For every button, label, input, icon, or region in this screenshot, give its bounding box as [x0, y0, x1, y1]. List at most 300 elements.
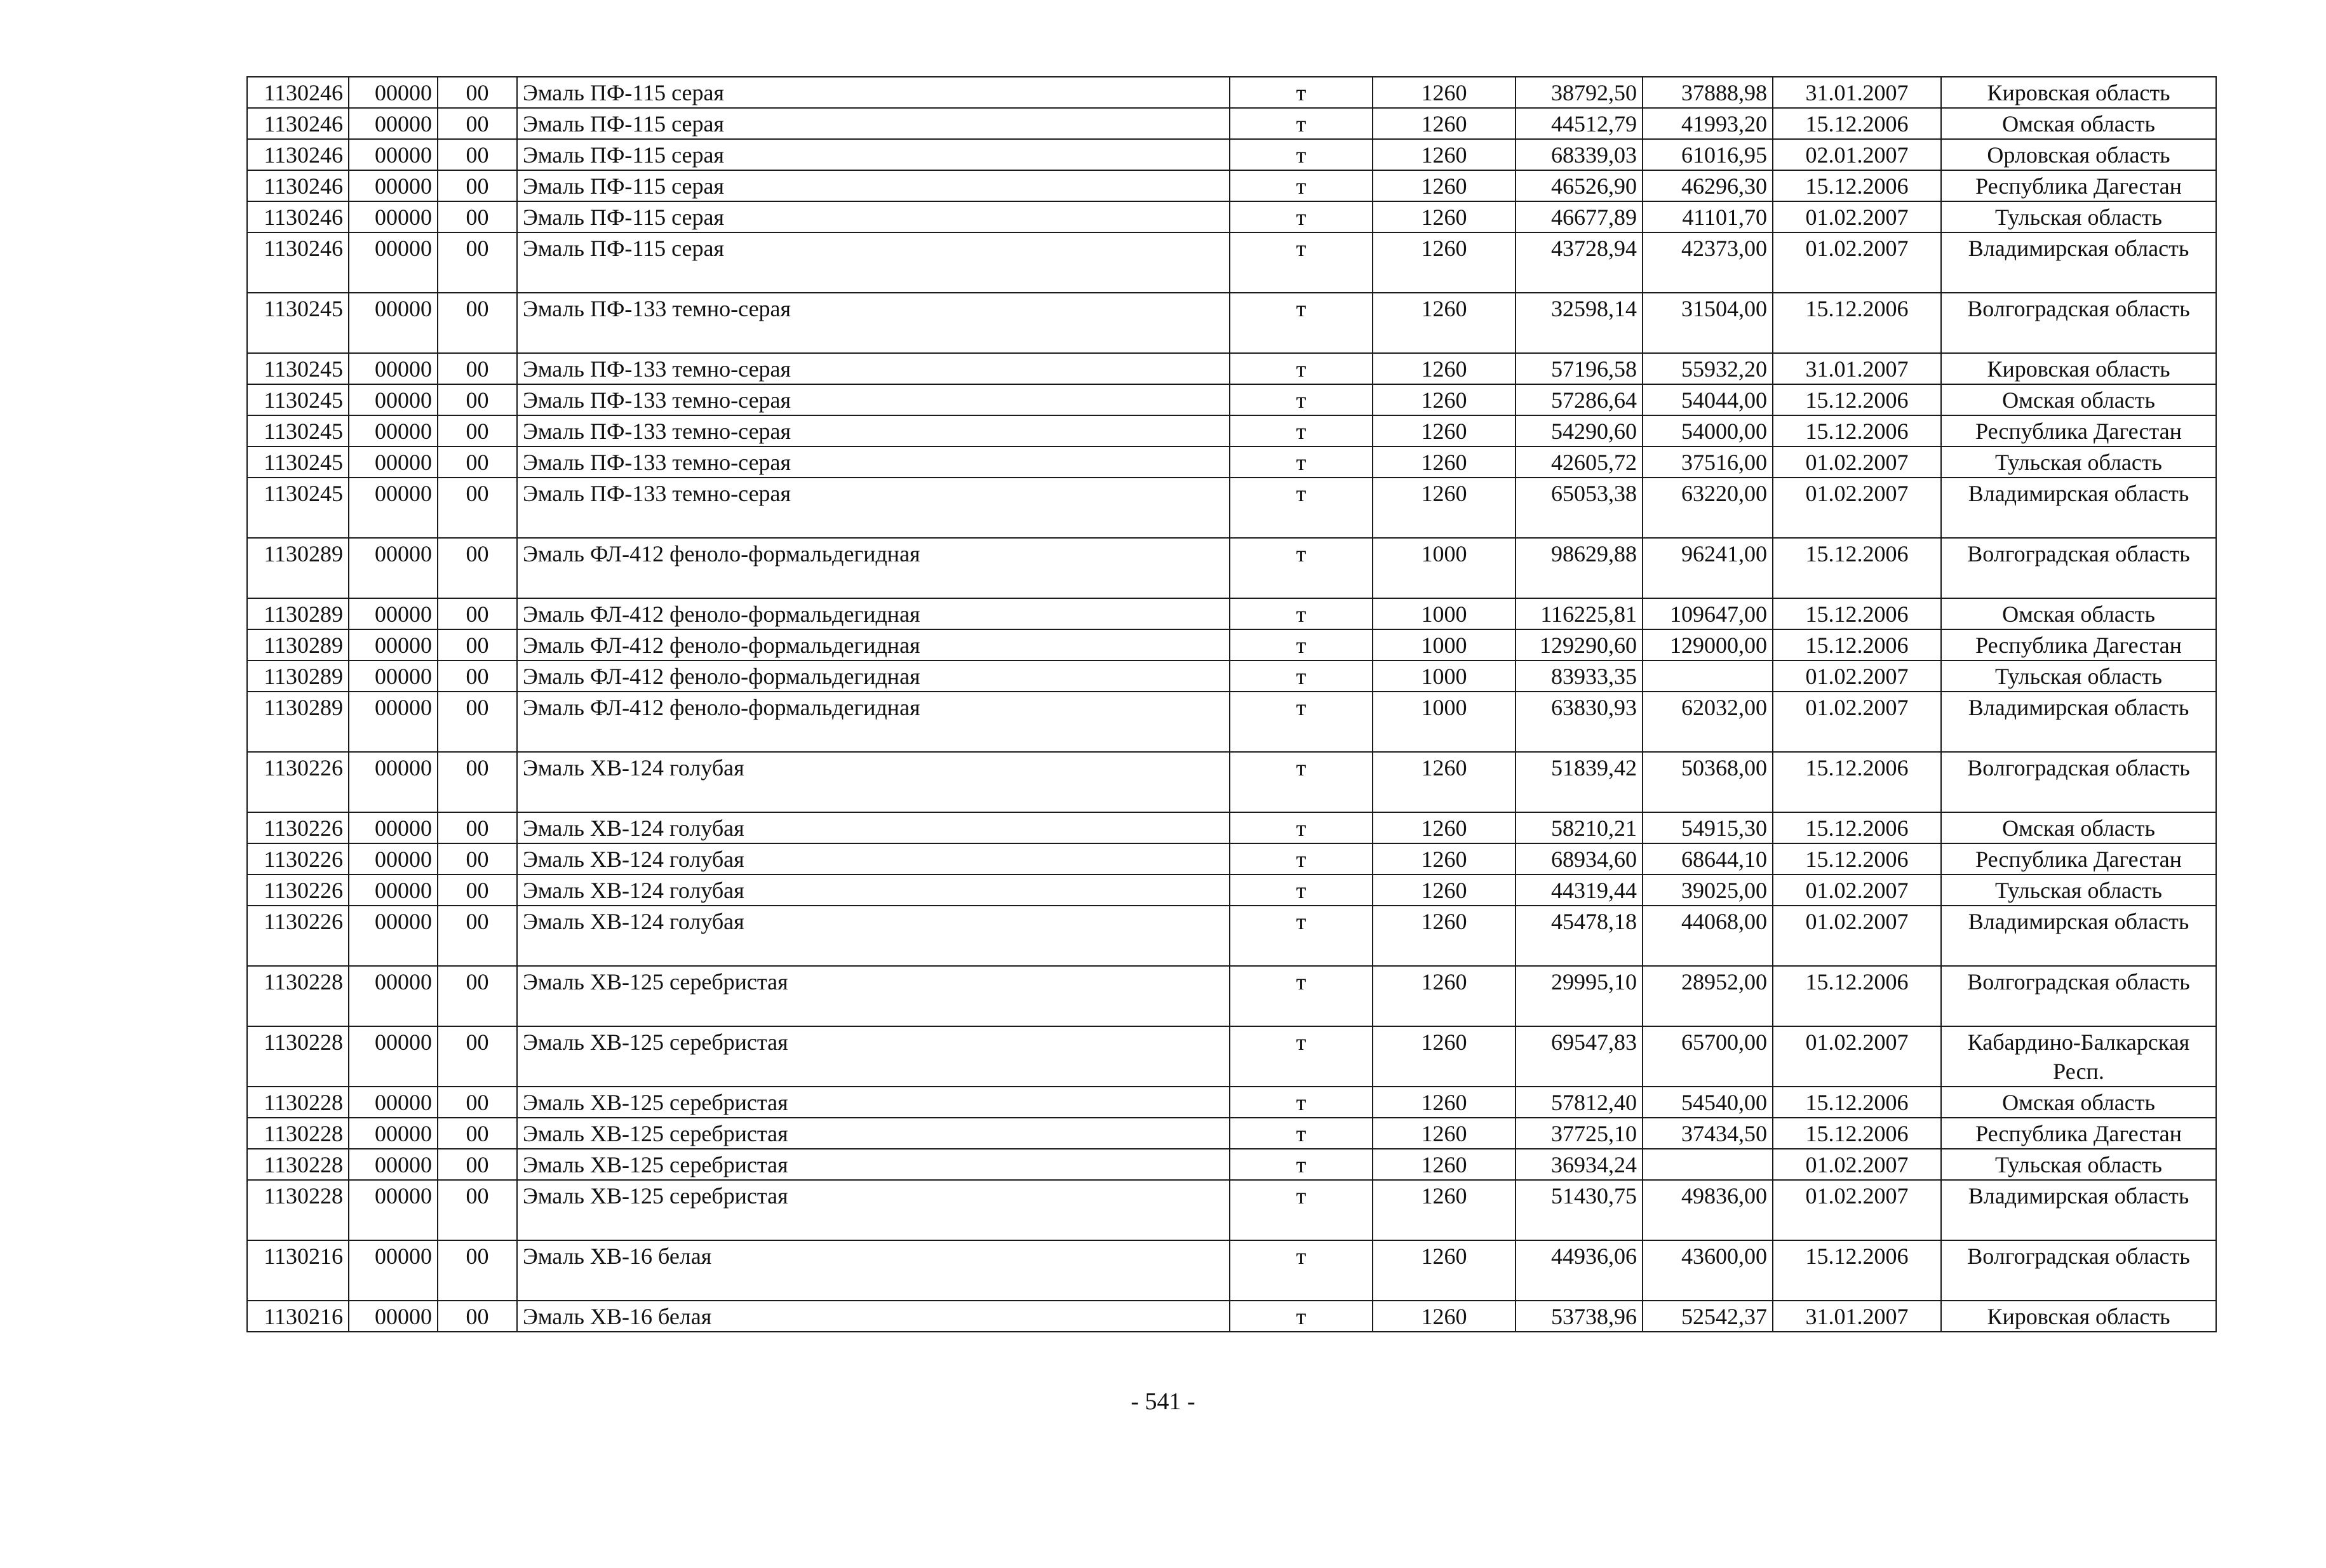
subcode-cell: 00000 [349, 478, 438, 538]
norm-cell: 1260 [1373, 384, 1516, 415]
table-row [247, 1149, 2216, 1180]
material-code-cell: 1130216 [247, 1301, 349, 1332]
price-with-vat-cell: 83933,35 [1516, 660, 1643, 692]
suffix-cell: 00 [438, 415, 517, 446]
region-cell: Владимирская область [1941, 692, 2216, 752]
norm-cell: 1260 [1373, 170, 1516, 201]
norm-cell: 1260 [1373, 1149, 1516, 1180]
table-row [247, 906, 2216, 966]
unit-cell: т [1230, 201, 1373, 232]
material-name-cell: Эмаль ПФ-115 серая [517, 232, 1230, 293]
norm-cell: 1260 [1373, 415, 1516, 446]
region-cell: Волгоградская область [1941, 293, 2216, 353]
material-name-cell: Эмаль ХВ-124 голубая [517, 906, 1230, 966]
price-with-vat-cell: 44319,44 [1516, 874, 1643, 906]
unit-cell: т [1230, 478, 1373, 538]
suffix-cell: 00 [438, 1149, 517, 1180]
region-cell: Орловская область [1941, 139, 2216, 170]
region-cell: Владимирская область [1941, 478, 2216, 538]
date-cell: 15.12.2006 [1773, 752, 1941, 812]
table-row [247, 446, 2216, 478]
material-code-cell: 1130289 [247, 598, 349, 629]
price-cell: 63220,00 [1643, 478, 1773, 538]
material-name-cell: Эмаль ПФ-133 темно-серая [517, 446, 1230, 478]
price-with-vat-cell: 57196,58 [1516, 353, 1643, 384]
price-cell: 43600,00 [1643, 1240, 1773, 1301]
unit-cell: т [1230, 77, 1373, 108]
table-row [247, 293, 2216, 353]
price-with-vat-cell: 51839,42 [1516, 752, 1643, 812]
suffix-cell: 00 [438, 353, 517, 384]
date-cell: 15.12.2006 [1773, 1240, 1941, 1301]
suffix-cell: 00 [438, 232, 517, 293]
subcode-cell: 00000 [349, 1180, 438, 1240]
region-cell: Тульская область [1941, 874, 2216, 906]
price-cell: 37888,98 [1643, 77, 1773, 108]
table-row [247, 1180, 2216, 1240]
suffix-cell: 00 [438, 906, 517, 966]
suffix-cell: 00 [438, 966, 517, 1026]
price-with-vat-cell: 38792,50 [1516, 77, 1643, 108]
date-cell: 01.02.2007 [1773, 201, 1941, 232]
price-with-vat-cell: 44936,06 [1516, 1240, 1643, 1301]
table-row [247, 966, 2216, 1026]
date-cell: 01.02.2007 [1773, 874, 1941, 906]
price-cell: 54044,00 [1643, 384, 1773, 415]
subcode-cell: 00000 [349, 1118, 438, 1149]
date-cell: 15.12.2006 [1773, 966, 1941, 1026]
price-cell: 65700,00 [1643, 1026, 1773, 1087]
date-cell: 15.12.2006 [1773, 1118, 1941, 1149]
subcode-cell: 00000 [349, 201, 438, 232]
region-cell: Тульская область [1941, 446, 2216, 478]
material-code-cell: 1130216 [247, 1240, 349, 1301]
material-code-cell: 1130246 [247, 77, 349, 108]
suffix-cell: 00 [438, 384, 517, 415]
subcode-cell: 00000 [349, 1301, 438, 1332]
date-cell: 01.02.2007 [1773, 906, 1941, 966]
norm-cell: 1260 [1373, 874, 1516, 906]
table-row [247, 108, 2216, 139]
material-name-cell: Эмаль ПФ-115 серая [517, 108, 1230, 139]
price-cell: 39025,00 [1643, 874, 1773, 906]
material-code-cell: 1130226 [247, 752, 349, 812]
material-name-cell: Эмаль ФЛ-412 феноло-формальдегидная [517, 629, 1230, 660]
region-cell: Омская область [1941, 598, 2216, 629]
price-cell: 96241,00 [1643, 538, 1773, 598]
region-cell: Омская область [1941, 1087, 2216, 1118]
suffix-cell: 00 [438, 170, 517, 201]
price-cell [1643, 1149, 1773, 1180]
material-code-cell: 1130228 [247, 966, 349, 1026]
page-number: - 541 - [1131, 1388, 1195, 1415]
suffix-cell: 00 [438, 1026, 517, 1087]
price-table-container [246, 76, 2215, 1332]
material-name-cell: Эмаль ПФ-115 серая [517, 201, 1230, 232]
price-with-vat-cell: 36934,24 [1516, 1149, 1643, 1180]
table-row [247, 170, 2216, 201]
table-row [247, 598, 2216, 629]
table-row [247, 629, 2216, 660]
suffix-cell: 00 [438, 1118, 517, 1149]
norm-cell: 1260 [1373, 1180, 1516, 1240]
table-row [247, 1301, 2216, 1332]
price-cell: 61016,95 [1643, 139, 1773, 170]
table-row [247, 843, 2216, 874]
material-code-cell: 1130245 [247, 293, 349, 353]
price-cell [1643, 660, 1773, 692]
material-name-cell: Эмаль ПФ-133 темно-серая [517, 293, 1230, 353]
price-with-vat-cell: 57812,40 [1516, 1087, 1643, 1118]
date-cell: 31.01.2007 [1773, 353, 1941, 384]
price-cell: 28952,00 [1643, 966, 1773, 1026]
suffix-cell: 00 [438, 752, 517, 812]
table-row [247, 660, 2216, 692]
material-name-cell: Эмаль ПФ-133 темно-серая [517, 415, 1230, 446]
unit-cell: т [1230, 446, 1373, 478]
norm-cell: 1260 [1373, 478, 1516, 538]
suffix-cell: 00 [438, 1301, 517, 1332]
material-name-cell: Эмаль ПФ-133 темно-серая [517, 478, 1230, 538]
date-cell: 01.02.2007 [1773, 660, 1941, 692]
price-with-vat-cell: 54290,60 [1516, 415, 1643, 446]
norm-cell: 1260 [1373, 108, 1516, 139]
unit-cell: т [1230, 812, 1373, 843]
subcode-cell: 00000 [349, 353, 438, 384]
price-cell: 41101,70 [1643, 201, 1773, 232]
date-cell: 01.02.2007 [1773, 1180, 1941, 1240]
material-name-cell: Эмаль ПФ-115 серая [517, 139, 1230, 170]
subcode-cell: 00000 [349, 629, 438, 660]
table-row [247, 139, 2216, 170]
subcode-cell: 00000 [349, 812, 438, 843]
norm-cell: 1260 [1373, 232, 1516, 293]
norm-cell: 1000 [1373, 692, 1516, 752]
subcode-cell: 00000 [349, 1240, 438, 1301]
date-cell: 31.01.2007 [1773, 1301, 1941, 1332]
material-code-cell: 1130226 [247, 906, 349, 966]
material-name-cell: Эмаль ХВ-124 голубая [517, 752, 1230, 812]
price-with-vat-cell: 43728,94 [1516, 232, 1643, 293]
material-code-cell: 1130228 [247, 1118, 349, 1149]
price-cell: 54000,00 [1643, 415, 1773, 446]
suffix-cell: 00 [438, 108, 517, 139]
norm-cell: 1260 [1373, 812, 1516, 843]
date-cell: 02.01.2007 [1773, 139, 1941, 170]
material-code-cell: 1130226 [247, 812, 349, 843]
norm-cell: 1260 [1373, 752, 1516, 812]
price-table [246, 76, 2217, 1332]
material-code-cell: 1130245 [247, 415, 349, 446]
region-cell: Омская область [1941, 108, 2216, 139]
subcode-cell: 00000 [349, 446, 438, 478]
date-cell: 15.12.2006 [1773, 415, 1941, 446]
price-with-vat-cell: 63830,93 [1516, 692, 1643, 752]
date-cell: 15.12.2006 [1773, 170, 1941, 201]
norm-cell: 1000 [1373, 660, 1516, 692]
region-cell: Кировская область [1941, 353, 2216, 384]
subcode-cell: 00000 [349, 415, 438, 446]
table-row [247, 692, 2216, 752]
norm-cell: 1260 [1373, 1087, 1516, 1118]
material-code-cell: 1130289 [247, 629, 349, 660]
table-row [247, 232, 2216, 293]
price-cell: 31504,00 [1643, 293, 1773, 353]
material-code-cell: 1130228 [247, 1087, 349, 1118]
subcode-cell: 00000 [349, 660, 438, 692]
region-cell: Омская область [1941, 812, 2216, 843]
table-row [247, 353, 2216, 384]
suffix-cell: 00 [438, 1240, 517, 1301]
price-with-vat-cell: 65053,38 [1516, 478, 1643, 538]
price-cell: 68644,10 [1643, 843, 1773, 874]
suffix-cell: 00 [438, 629, 517, 660]
unit-cell: т [1230, 966, 1373, 1026]
date-cell: 01.02.2007 [1773, 232, 1941, 293]
material-code-cell: 1130245 [247, 384, 349, 415]
subcode-cell: 00000 [349, 843, 438, 874]
region-cell: Кировская область [1941, 1301, 2216, 1332]
unit-cell: т [1230, 384, 1373, 415]
region-cell: Республика Дагестан [1941, 170, 2216, 201]
subcode-cell: 00000 [349, 874, 438, 906]
material-code-cell: 1130226 [247, 874, 349, 906]
norm-cell: 1260 [1373, 906, 1516, 966]
price-cell: 55932,20 [1643, 353, 1773, 384]
norm-cell: 1000 [1373, 598, 1516, 629]
price-cell: 44068,00 [1643, 906, 1773, 966]
region-cell: Республика Дагестан [1941, 629, 2216, 660]
norm-cell: 1000 [1373, 538, 1516, 598]
price-cell: 62032,00 [1643, 692, 1773, 752]
price-cell: 41993,20 [1643, 108, 1773, 139]
date-cell: 01.02.2007 [1773, 692, 1941, 752]
norm-cell: 1260 [1373, 201, 1516, 232]
subcode-cell: 00000 [349, 598, 438, 629]
norm-cell: 1260 [1373, 843, 1516, 874]
table-row [247, 77, 2216, 108]
material-code-cell: 1130226 [247, 843, 349, 874]
region-cell: Тульская область [1941, 201, 2216, 232]
date-cell: 15.12.2006 [1773, 1087, 1941, 1118]
material-name-cell: Эмаль ХВ-124 голубая [517, 874, 1230, 906]
norm-cell: 1260 [1373, 77, 1516, 108]
subcode-cell: 00000 [349, 170, 438, 201]
norm-cell: 1260 [1373, 293, 1516, 353]
table-row [247, 1087, 2216, 1118]
price-with-vat-cell: 57286,64 [1516, 384, 1643, 415]
table-row [247, 752, 2216, 812]
unit-cell: т [1230, 1301, 1373, 1332]
unit-cell: т [1230, 874, 1373, 906]
material-name-cell: Эмаль ХВ-16 белая [517, 1301, 1230, 1332]
unit-cell: т [1230, 1118, 1373, 1149]
suffix-cell: 00 [438, 201, 517, 232]
region-cell: Республика Дагестан [1941, 1118, 2216, 1149]
suffix-cell: 00 [438, 692, 517, 752]
unit-cell: т [1230, 843, 1373, 874]
unit-cell: т [1230, 293, 1373, 353]
region-cell: Омская область [1941, 384, 2216, 415]
table-row [247, 384, 2216, 415]
material-name-cell: Эмаль ФЛ-412 феноло-формальдегидная [517, 660, 1230, 692]
material-name-cell: Эмаль ХВ-124 голубая [517, 843, 1230, 874]
material-code-cell: 1130289 [247, 538, 349, 598]
date-cell: 31.01.2007 [1773, 77, 1941, 108]
material-name-cell: Эмаль ПФ-133 темно-серая [517, 353, 1230, 384]
unit-cell: т [1230, 752, 1373, 812]
subcode-cell: 00000 [349, 1087, 438, 1118]
material-name-cell: Эмаль ХВ-125 серебристая [517, 1026, 1230, 1087]
suffix-cell: 00 [438, 478, 517, 538]
price-with-vat-cell: 68934,60 [1516, 843, 1643, 874]
material-code-cell: 1130246 [247, 232, 349, 293]
subcode-cell: 00000 [349, 906, 438, 966]
table-row [247, 874, 2216, 906]
norm-cell: 1260 [1373, 1240, 1516, 1301]
unit-cell: т [1230, 1087, 1373, 1118]
suffix-cell: 00 [438, 293, 517, 353]
price-with-vat-cell: 42605,72 [1516, 446, 1643, 478]
price-with-vat-cell: 32598,14 [1516, 293, 1643, 353]
suffix-cell: 00 [438, 1180, 517, 1240]
suffix-cell: 00 [438, 874, 517, 906]
region-cell: Волгоградская область [1941, 752, 2216, 812]
region-cell: Республика Дагестан [1941, 843, 2216, 874]
suffix-cell: 00 [438, 843, 517, 874]
subcode-cell: 00000 [349, 692, 438, 752]
suffix-cell: 00 [438, 77, 517, 108]
subcode-cell: 00000 [349, 77, 438, 108]
material-name-cell: Эмаль ФЛ-412 феноло-формальдегидная [517, 598, 1230, 629]
date-cell: 01.02.2007 [1773, 1149, 1941, 1180]
price-cell: 54915,30 [1643, 812, 1773, 843]
date-cell: 01.02.2007 [1773, 478, 1941, 538]
material-code-cell: 1130228 [247, 1026, 349, 1087]
price-with-vat-cell: 29995,10 [1516, 966, 1643, 1026]
material-code-cell: 1130245 [247, 446, 349, 478]
material-code-cell: 1130289 [247, 692, 349, 752]
price-cell: 52542,37 [1643, 1301, 1773, 1332]
suffix-cell: 00 [438, 538, 517, 598]
region-cell: Владимирская область [1941, 232, 2216, 293]
material-code-cell: 1130228 [247, 1180, 349, 1240]
date-cell: 01.02.2007 [1773, 1026, 1941, 1087]
table-row [247, 812, 2216, 843]
date-cell: 15.12.2006 [1773, 538, 1941, 598]
material-code-cell: 1130245 [247, 478, 349, 538]
norm-cell: 1260 [1373, 353, 1516, 384]
date-cell: 01.02.2007 [1773, 446, 1941, 478]
subcode-cell: 00000 [349, 538, 438, 598]
region-cell: Тульская область [1941, 1149, 2216, 1180]
table-row [247, 538, 2216, 598]
table-row [247, 1026, 2216, 1087]
unit-cell: т [1230, 1240, 1373, 1301]
unit-cell: т [1230, 353, 1373, 384]
price-cell: 54540,00 [1643, 1087, 1773, 1118]
material-code-cell: 1130246 [247, 108, 349, 139]
unit-cell: т [1230, 1180, 1373, 1240]
price-cell: 46296,30 [1643, 170, 1773, 201]
price-with-vat-cell: 45478,18 [1516, 906, 1643, 966]
suffix-cell: 00 [438, 812, 517, 843]
suffix-cell: 00 [438, 660, 517, 692]
subcode-cell: 00000 [349, 108, 438, 139]
unit-cell: т [1230, 1026, 1373, 1087]
date-cell: 15.12.2006 [1773, 843, 1941, 874]
region-cell: Тульская область [1941, 660, 2216, 692]
material-code-cell: 1130246 [247, 139, 349, 170]
material-name-cell: Эмаль ХВ-124 голубая [517, 812, 1230, 843]
material-code-cell: 1130246 [247, 201, 349, 232]
date-cell: 15.12.2006 [1773, 629, 1941, 660]
norm-cell: 1260 [1373, 139, 1516, 170]
price-with-vat-cell: 51430,75 [1516, 1180, 1643, 1240]
norm-cell: 1260 [1373, 966, 1516, 1026]
unit-cell: т [1230, 1149, 1373, 1180]
material-code-cell: 1130289 [247, 660, 349, 692]
date-cell: 15.12.2006 [1773, 293, 1941, 353]
unit-cell: т [1230, 108, 1373, 139]
material-name-cell: Эмаль ХВ-125 серебристая [517, 1087, 1230, 1118]
unit-cell: т [1230, 692, 1373, 752]
price-with-vat-cell: 37725,10 [1516, 1118, 1643, 1149]
price-cell: 42373,00 [1643, 232, 1773, 293]
subcode-cell: 00000 [349, 232, 438, 293]
material-name-cell: Эмаль ФЛ-412 феноло-формальдегидная [517, 692, 1230, 752]
material-name-cell: Эмаль ПФ-115 серая [517, 77, 1230, 108]
subcode-cell: 00000 [349, 966, 438, 1026]
price-with-vat-cell: 116225,81 [1516, 598, 1643, 629]
material-code-cell: 1130228 [247, 1149, 349, 1180]
region-cell: Волгоградская область [1941, 538, 2216, 598]
price-with-vat-cell: 44512,79 [1516, 108, 1643, 139]
norm-cell: 1000 [1373, 629, 1516, 660]
region-cell: Владимирская область [1941, 906, 2216, 966]
region-cell: Республика Дагестан [1941, 415, 2216, 446]
norm-cell: 1260 [1373, 446, 1516, 478]
material-name-cell: Эмаль ХВ-125 серебристая [517, 966, 1230, 1026]
suffix-cell: 00 [438, 139, 517, 170]
price-with-vat-cell: 69547,83 [1516, 1026, 1643, 1087]
unit-cell: т [1230, 170, 1373, 201]
subcode-cell: 00000 [349, 139, 438, 170]
unit-cell: т [1230, 906, 1373, 966]
price-with-vat-cell: 129290,60 [1516, 629, 1643, 660]
date-cell: 15.12.2006 [1773, 384, 1941, 415]
suffix-cell: 00 [438, 598, 517, 629]
suffix-cell: 00 [438, 446, 517, 478]
material-code-cell: 1130245 [247, 353, 349, 384]
unit-cell: т [1230, 598, 1373, 629]
material-name-cell: Эмаль ФЛ-412 феноло-формальдегидная [517, 538, 1230, 598]
price-with-vat-cell: 58210,21 [1516, 812, 1643, 843]
region-cell: Владимирская область [1941, 1180, 2216, 1240]
material-name-cell: Эмаль ХВ-125 серебристая [517, 1118, 1230, 1149]
date-cell: 15.12.2006 [1773, 598, 1941, 629]
subcode-cell: 00000 [349, 1026, 438, 1087]
unit-cell: т [1230, 629, 1373, 660]
norm-cell: 1260 [1373, 1301, 1516, 1332]
subcode-cell: 00000 [349, 1149, 438, 1180]
suffix-cell: 00 [438, 1087, 517, 1118]
region-cell: Кабардино-Балкарская Респ. [1941, 1026, 2216, 1087]
table-row [247, 415, 2216, 446]
unit-cell: т [1230, 660, 1373, 692]
table-row [247, 1240, 2216, 1301]
price-with-vat-cell: 53738,96 [1516, 1301, 1643, 1332]
